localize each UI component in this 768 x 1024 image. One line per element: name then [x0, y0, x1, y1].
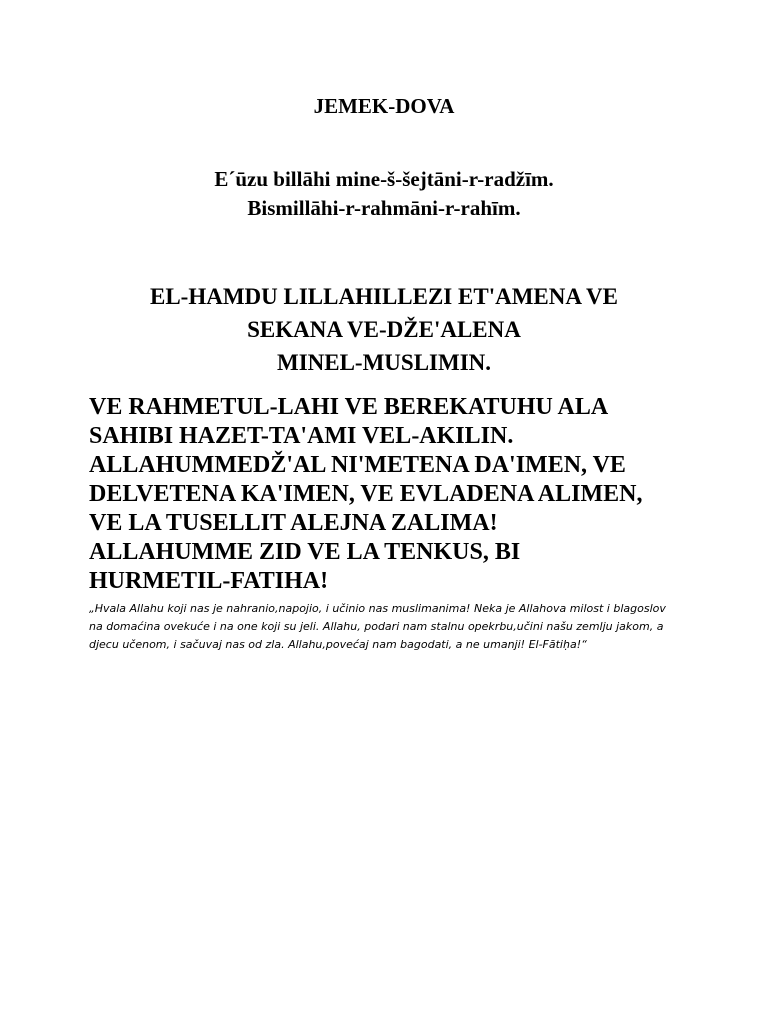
dua-line-7: HURMETIL-FATIHA! [89, 568, 329, 594]
translation-line-1: „Hvala Allahu koji nas je nahranio,napojio, i učinio nas muslimanima! Neka je Allahova milost i blagoslov [89, 602, 666, 615]
translation-paragraph [89, 600, 729, 654]
translation-line-3: djecu učenom, i sačuvaj nas od zla. Allahu,povećaj nam bagodati, a ne umanji! El-Fātiḥa!“ [89, 638, 587, 651]
dua-paragraph [89, 393, 729, 596]
dua-line-6: ALLAHUMME ZID VE LA TENKUS, BI [89, 539, 521, 565]
dua-line-2: SAHIBI HAZET-TA'AMI VEL-AKILIN. [89, 423, 514, 449]
hamd-line-1: EL-HAMDU LILLAHILLEZI ET'AMENA VE [150, 284, 618, 309]
dua-line-4: DELVETENA KA'IMEN, VE EVLADENA ALIMEN, [89, 481, 643, 507]
hamd-paragraph [0, 280, 768, 379]
hamd-line-2: SEKANA VE-DŽE'ALENA [247, 317, 521, 342]
opening-line-2: Bismillāhi-r-rahmāni-r-rahīm. [247, 196, 521, 220]
hamd-line-3: MINEL-MUSLIMIN. [276, 350, 492, 375]
dua-line-1: VE RAHMETUL-LAHI VE BEREKATUHU ALA [89, 394, 609, 420]
dua-line-3: ALLAHUMMEDŽ'AL NI'METENA DA'IMEN, VE [89, 452, 626, 478]
translation-line-2: na domaćina ovekuće i na one koji su jeli. Allahu, podari nam stalnu opekrbu,učini našu zemlju jakom, a [89, 620, 664, 633]
opening-formula [0, 165, 768, 223]
opening-line-1: E´ūzu billāhi mine-š-šejtāni-r-radžīm. [214, 167, 554, 191]
document-title: JEMEK-DOVA [313, 94, 455, 118]
dua-line-5: VE LA TUSELLIT ALEJNA ZALIMA! [89, 510, 498, 536]
